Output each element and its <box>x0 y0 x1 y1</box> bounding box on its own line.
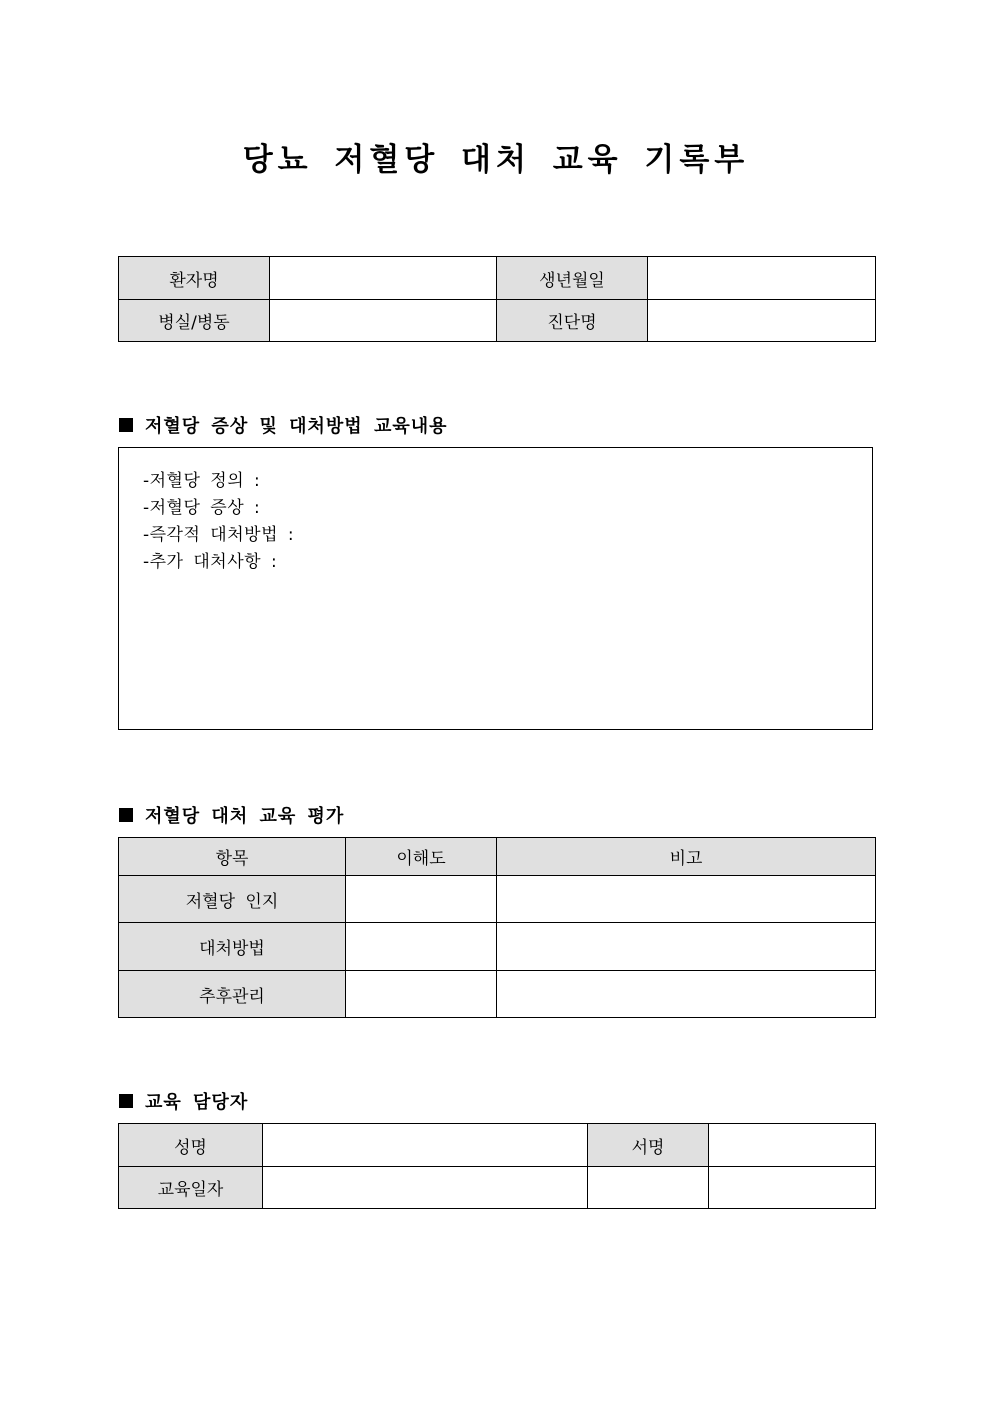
empty-cell[interactable] <box>709 1167 876 1209</box>
education-content-box[interactable] <box>118 447 873 730</box>
understanding-field[interactable] <box>346 971 497 1018</box>
educator-heading <box>119 1088 248 1114</box>
row-item-label: 추후관리 <box>119 971 346 1018</box>
table-row <box>119 971 876 1018</box>
evaluation-heading-text: 저혈당 대처 교육 평가 <box>145 806 345 827</box>
square-bullet-icon <box>119 1094 133 1108</box>
note-field[interactable] <box>497 923 876 971</box>
diagnosis-field[interactable] <box>648 300 876 342</box>
evaluation-table <box>118 837 876 1018</box>
empty-cell[interactable] <box>588 1167 709 1209</box>
immediate-action-line: -즉각적 대처방법 : <box>143 525 295 545</box>
room-ward-field[interactable] <box>270 300 497 342</box>
definition-line: -저혈당 정의 : <box>143 471 261 491</box>
education-date-field[interactable] <box>263 1167 588 1209</box>
symptoms-line: -저혈당 증상 : <box>143 498 261 518</box>
signature-label: 서명 <box>588 1124 709 1167</box>
birthdate-field[interactable] <box>648 257 876 300</box>
page-title: 당뇨 저혈당 대처 교육 기록부 <box>242 142 750 178</box>
table-row <box>119 876 876 923</box>
note-field[interactable] <box>497 876 876 923</box>
row-item-label: 대처방법 <box>119 923 346 971</box>
item-header: 항목 <box>119 838 346 876</box>
understanding-header: 이해도 <box>346 838 497 876</box>
square-bullet-icon <box>119 418 133 432</box>
education-date-label: 교육일자 <box>119 1167 263 1209</box>
signature-field[interactable] <box>709 1124 876 1167</box>
educator-table <box>118 1123 876 1209</box>
row-item-label: 저혈당 인지 <box>119 876 346 923</box>
additional-action-line: -추가 대처사항 : <box>143 552 278 572</box>
table-row <box>119 923 876 971</box>
understanding-field[interactable] <box>346 876 497 923</box>
education-content-heading-text: 저혈당 증상 및 대처방법 교육내용 <box>145 416 448 437</box>
note-field[interactable] <box>497 971 876 1018</box>
square-bullet-icon <box>119 808 133 822</box>
diagnosis-label: 진단명 <box>497 300 648 342</box>
education-content-heading <box>119 412 448 438</box>
patient-name-field[interactable] <box>270 257 497 300</box>
birthdate-label: 생년월일 <box>497 257 648 300</box>
evaluation-heading <box>119 802 344 828</box>
understanding-field[interactable] <box>346 923 497 971</box>
patient-name-label: 환자명 <box>119 257 270 300</box>
educator-name-label: 성명 <box>119 1124 263 1167</box>
patient-info-table <box>118 256 876 342</box>
note-header: 비고 <box>497 838 876 876</box>
room-ward-label: 병실/병동 <box>119 300 270 342</box>
educator-name-field[interactable] <box>263 1124 588 1167</box>
educator-heading-text: 교육 담당자 <box>145 1092 249 1113</box>
